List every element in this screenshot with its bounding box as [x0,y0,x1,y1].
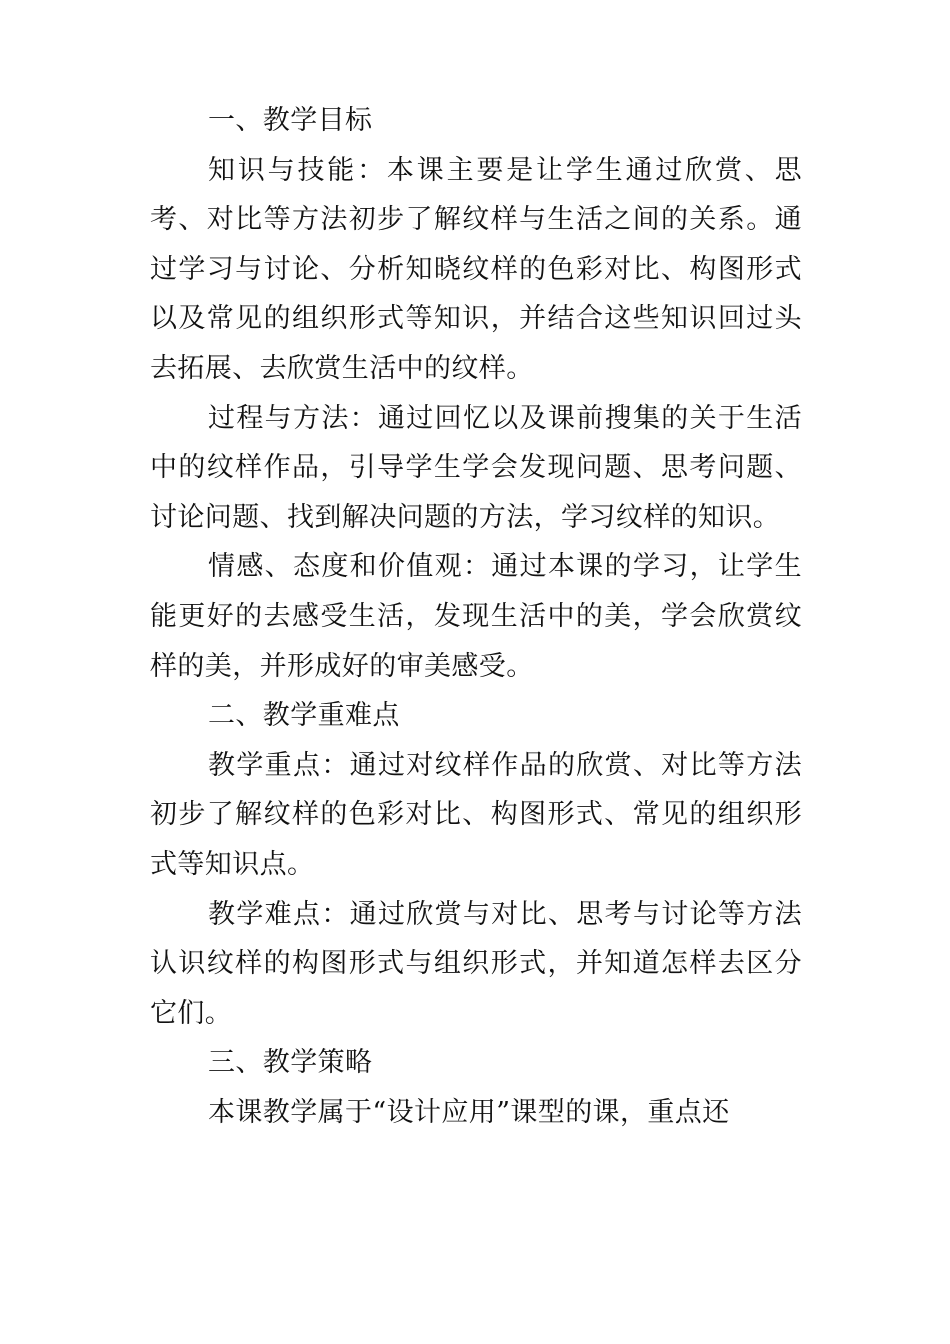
paragraph-teaching-strategy: 本课教学属于“设计应用”课型的课，重点还 [208,1096,730,1128]
paragraph-difficult-point: 教学难点：通过欣赏与对比、思考与讨论等方法认识纹样的构图形式与组织形式，并知道怎样去区分它们。 [150,898,802,1029]
heading-teaching-strategy: 三、教学策略 [208,1047,373,1079]
paragraph-process-methods: 过程与方法：通过回忆以及课前搜集的关于生活中的纹样作品，引导学生学会发现问题、思考问题、讨论问题、找到解决问题的方法，学习纹样的知识。 [150,402,802,533]
heading-key-difficult-points: 二、教学重难点 [208,700,400,732]
paragraph-key-point: 教学重点：通过对纹样作品的欣赏、对比等方法初步了解纹样的色彩对比、构图形式、常见的组织形式等知识点。 [150,749,802,880]
paragraph-knowledge-skills: 知识与技能：本课主要是让学生通过欣赏、思考、对比等方法初步了解纹样与生活之间的关系。通过学习与讨论、分析知晓纹样的色彩对比、构图形式以及常见的组织形式等知识，并结合这些知识回过头去拓展、去欣赏生活中的纹样。 [150,154,802,384]
paragraph-emotion-attitude-values: 情感、态度和价值观：通过本课的学习，让学生能更好的去感受生活，发现生活中的美，学会欣赏纹样的美，并形成好的审美感受。 [150,551,802,682]
document-body [150,96,802,1137]
heading-teaching-objectives: 一、教学目标 [208,105,373,136]
